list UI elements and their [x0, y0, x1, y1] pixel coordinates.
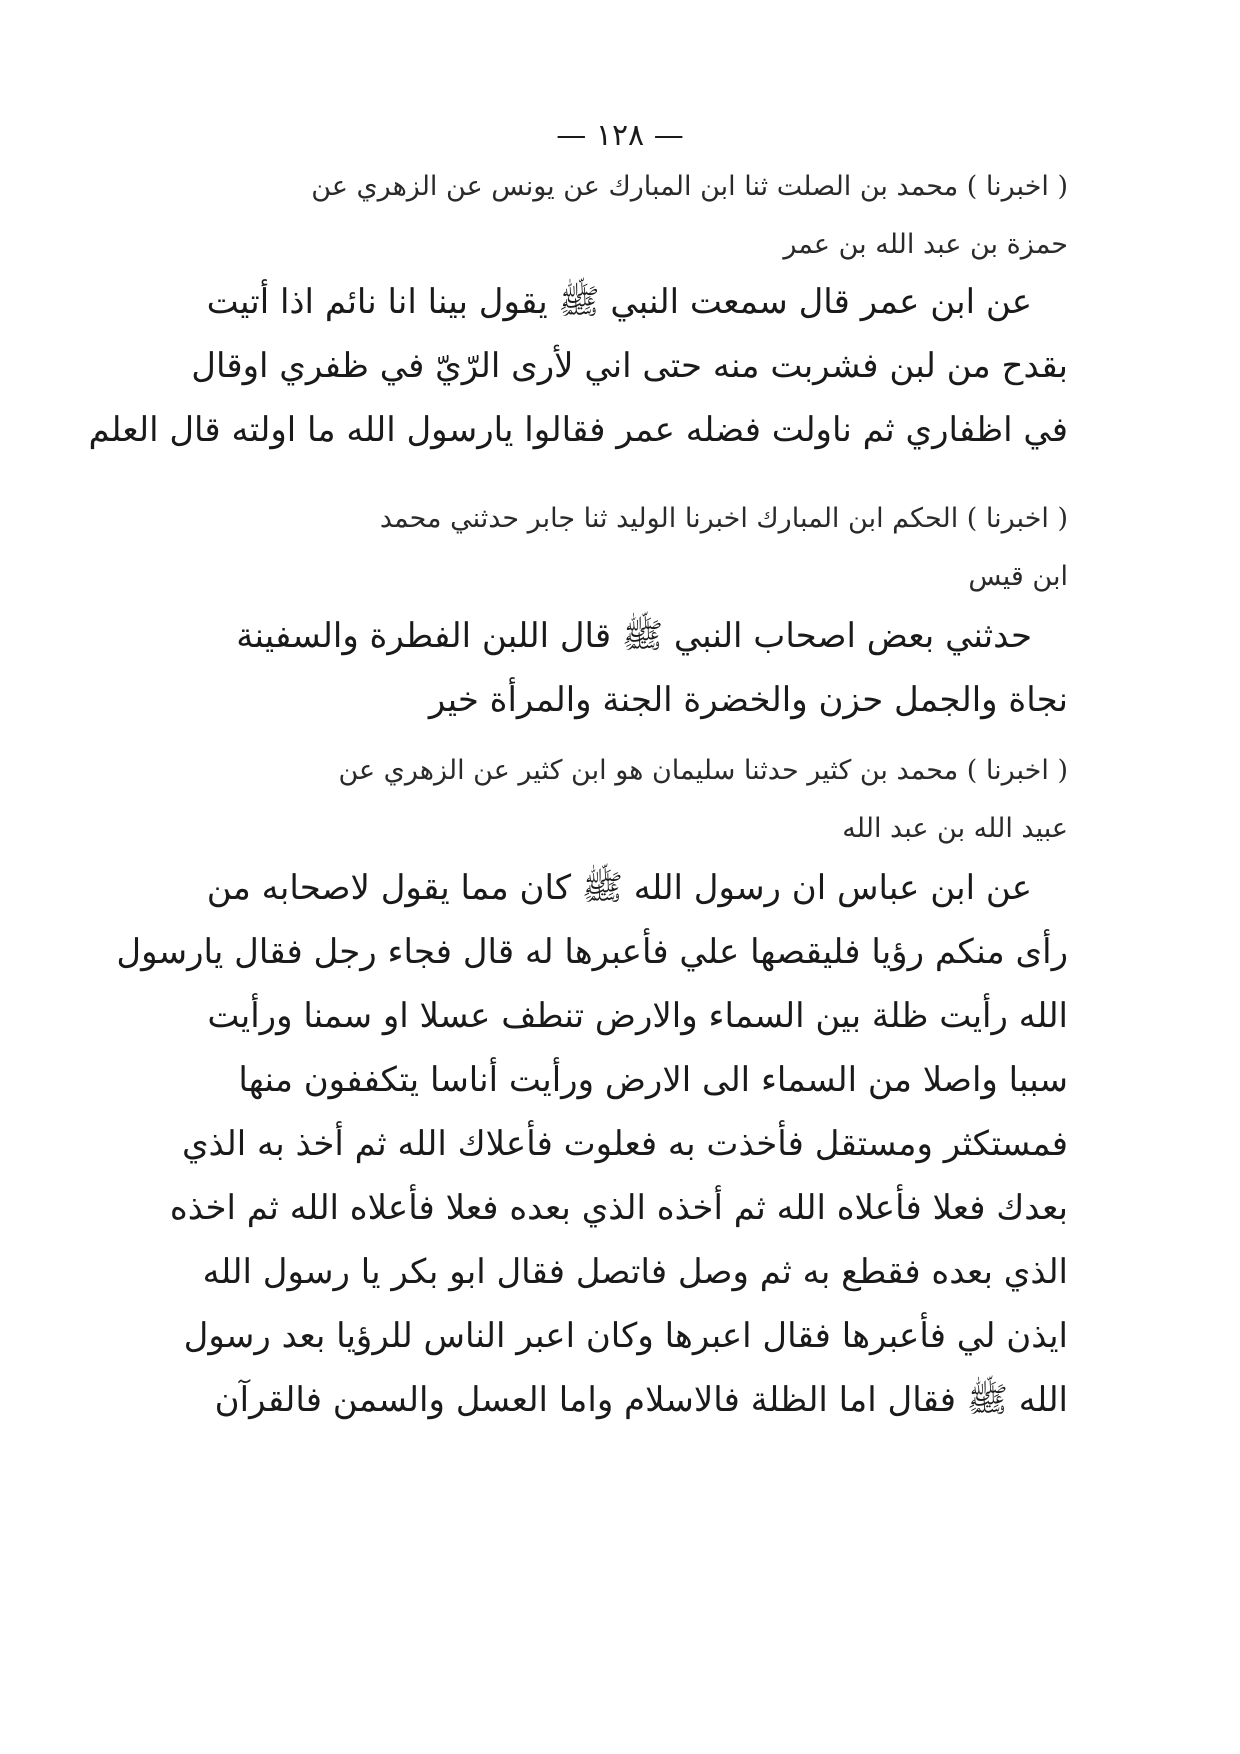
hadith-text-block	[172, 604, 1068, 732]
text-line: حدثني بعض اصحاب النبي ﷺ قال اللبن الفطرة والسفينة	[236, 616, 1032, 656]
text-line: الله ﷺ فقال اما الظلة فالاسلام واما العسل والسمن فالقرآن	[214, 1380, 1068, 1420]
text-line: في اظفاري ثم ناولت فضله عمر فقالوا يارسول الله ما اولته قال العلم	[88, 410, 1068, 450]
isnad-block	[172, 490, 1068, 606]
text-line: نجاة والجمل حزن والخضرة الجنة والمرأة خير	[428, 680, 1068, 720]
hadith-text-block	[116, 856, 1068, 1432]
text-line: الله رأيت ظلة بين السماء والارض تنطف عسلا او سمنا ورأيت	[207, 996, 1068, 1036]
text-line: بقدح من لبن فشربت منه حتى اني لأرى الرّيّ في ظفري اوقال	[191, 346, 1068, 386]
text-line: ( اخبرنا ) محمد بن كثير حدثنا سليمان هو ابن كثير عن الزهري عن	[338, 755, 1068, 786]
text-line: ( اخبرنا ) محمد بن الصلت ثنا ابن المبارك عن يونس عن الزهري عن	[311, 171, 1068, 202]
text-line: الذي بعده فقطع به ثم وصل فاتصل فقال ابو بكر يا رسول الله	[202, 1252, 1068, 1292]
text-line: ( اخبرنا ) الحكم ابن المبارك اخبرنا الوليد ثنا جابر حدثني محمد	[379, 503, 1068, 534]
text-line: رأى منكم رؤيا فليقصها علي فأعبرها له قال فجاء رجل فقال يارسول	[116, 932, 1068, 972]
page-number: — ١٢٨ —	[556, 118, 684, 153]
text-line: عبيد الله بن عبد الله	[842, 813, 1068, 844]
text-line: عن ابن عباس ان رسول الله ﷺ كان مما يقول لاصحابه من	[206, 868, 1032, 908]
text-line: فمستكثر ومستقل فأخذت به فعلوت فأعلاك الله ثم أخذ به الذي	[181, 1124, 1068, 1164]
text-line: حمزة بن عبد الله بن عمر	[783, 229, 1068, 260]
text-line: ايذن لي فأعبرها فقال اعبرها وكان اعبر الناس للرؤيا بعد رسول	[183, 1316, 1068, 1356]
hadith-text-block	[88, 270, 1068, 462]
text-line: بعدك فعلا فأعلاه الله ثم أخذه الذي بعده فعلا فأعلاه الله ثم اخذه	[169, 1188, 1068, 1228]
text-line: ابن قيس	[968, 561, 1068, 592]
isnad-block	[172, 742, 1068, 858]
text-line: سببا واصلا من السماء الى الارض ورأيت أناسا يتكففون منها	[238, 1060, 1068, 1100]
isnad-block	[172, 158, 1068, 274]
text-line: عن ابن عمر قال سمعت النبي ﷺ يقول بينا انا نائم اذا أتيت	[206, 282, 1032, 322]
